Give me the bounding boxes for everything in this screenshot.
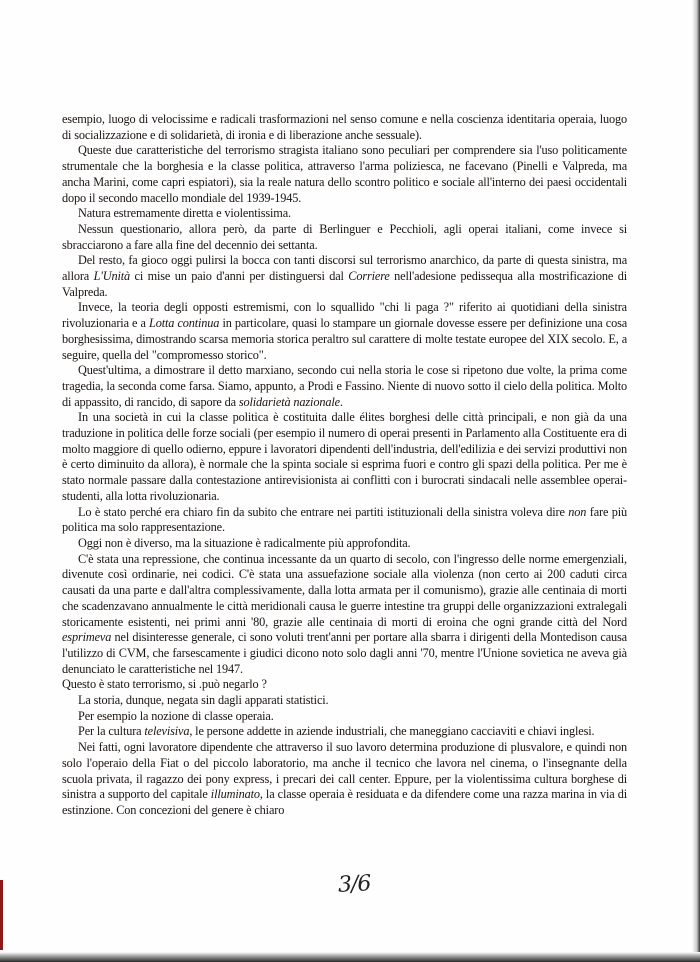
text-run: In una società in cui la classe politica è costituita dalle élites borghesi delle città principali, e non già da una traduzione in politica delle forze sociali (per esempio il numero di operai presenti in Parlamento alla Costituente era di molto maggiore di quello odierno, eppure i lavoratori dipendenti dell'industria, dell'edilizia e dei servizi produttivi non è certo diminuito da allora), è normale che la spinta sociale si esprima fuori e contro gli spazi della politica. Per me è stato normale passare dalla contestazione antirevisionista ai conflitti con i burocrati sindacali nelle assemblee operai-studenti, alla lotta rivoluzionaria. [62, 410, 627, 503]
paragraph [62, 206, 627, 222]
scan-bottom-shadow [0, 952, 700, 962]
handwritten-page-number: 3/6 [337, 871, 372, 898]
text-run: C'è stata una repressione, che continua incessante da un quarto di secolo, con l'ingresso delle norme emergenziali, divenute così ordinarie, nei codici. C'è stata una assuefazione sociale alla violenza (non certo ai 200 caduti circa causati da una parte e dall'altra complessivamente, dalla lotta armata per il comunismo), grazie alle centinaia di morti che scadenzavano annualmente le città meridionali causa le guerre intestine tra gruppi delle organizzazioni extralegali storicamente esistenti, nei primi anni '80, grazie alle centinaia di morti di eroina che ogni grande città del Nord [62, 551, 627, 629]
text-run: esempio, luogo di velocissime e radicali trasformazioni nel senso comune e nella coscienza identitaria operaia, luogo di socializzazione e di solidarietà, di ironia e di liberazione anche sessuale). [62, 112, 627, 142]
paragraph [62, 363, 627, 410]
paragraph [62, 410, 627, 504]
paragraph [62, 112, 627, 143]
paragraph [62, 300, 627, 363]
text-run: Oggi non è diverso, ma la situazione è radicalmente più approfondita. [78, 535, 411, 550]
paragraph [62, 693, 627, 709]
paragraph [62, 253, 627, 300]
text-run: Natura estremamente diretta e violentissima. [78, 206, 291, 221]
italic-text: solidarietà nazionale [238, 394, 340, 409]
italic-text: televisiva [144, 724, 190, 739]
italic-text: non [568, 504, 587, 519]
paragraph [62, 536, 627, 552]
body-text [62, 112, 627, 819]
italic-text: Lotta continua [149, 316, 220, 331]
italic-text: Corriere [348, 269, 390, 284]
scan-edge-shadow [692, 0, 700, 962]
paragraph [62, 552, 627, 678]
text-run: , le persone addette in aziende industriali, che maneggiano cacciaviti e chiavi inglesi. [189, 724, 595, 739]
paragraph [62, 222, 627, 253]
text-run: Nei fatti, ogni lavoratore dipendente che attraverso il suo lavoro determina produzione di plusvalore, e quindi non solo l'operaio della Fiat o del piccolo laboratorio, ma anche il tecnico che lavora nel cinema, o l'insegnante della scuola privata, il ragazzo dei pony express, i precari dei call center. Eppure, per la violentissima cultura borghese di sinistra a supporto del capitale [62, 740, 627, 802]
paragraph [62, 677, 627, 693]
text-run: La storia, dunque, negata sin dagli apparati statistici. [78, 693, 329, 708]
text-run: in particolare, quasi lo stampare un giornale dovesse essere per definizione una cosa borghesissima, dimostrando scarsa memoria storica peraltro sul carattere di molte testate europee del XIX secolo. E, a seguire, quella del "compromesso storico". [62, 316, 628, 362]
paragraph [62, 505, 627, 536]
text-run: , la classe operaia è residuata e da difendere come una razza marina in via di estinzione. Con concezioni del genere è chiaro [62, 787, 627, 817]
text-run: Questo è stato terrorismo, si .può negarlo ? [62, 677, 267, 692]
paragraph [62, 709, 627, 725]
text-run: Del resto, fa gioco oggi pulirsi la bocca con tanti discorsi sul terrorismo anarchico, da parte di questa sinistra, ma allora [62, 253, 627, 284]
text-run: Nessun questionario, allora però, da parte di Berlinguer e Pecchioli, agli operai italiani, come invece si sbracciarono a fare alla fine del decennio dei settanta. [62, 221, 627, 252]
italic-text: L'Unità [93, 269, 131, 284]
paragraph [62, 740, 627, 819]
text-run: Queste due caratteristiche del terrorismo stragista italiano sono peculiari per comprendere sia l'uso politicamente strumentale che la borghesia e la classe politica, attraverso l'arma poliziesca, ne facevano (Pinelli e Valpreda, ma ancha Marini, come capri espiatori), sia la reale natura dello scontro politico e sociale all'interno dei paesi occidentali dopo il secondo macello mondiale del 1939-1945. [62, 143, 627, 205]
text-run: Lo è stato perché era chiaro fin da subito che entrare nei partiti istituzionali della sinistra voleva dire [78, 504, 569, 519]
scan-edge-mark [0, 880, 3, 950]
text-run: ci mise un paio d'anni per distinguersi dal [130, 269, 349, 284]
text-run: Invece, la teoria degli opposti estremismi, con lo squallido "chi li paga ?" riferito ai quotidiani della sinistra rivoluzionaria e a [62, 300, 627, 331]
text-run: nel disinteresse generale, ci sono voluti trent'anni per portare alla sbarra i dirigenti della Montedison causa l'utilizzo di CVM, che farsescamente i giudici dicono noto solo dagli anni '70, mentre l'Unione sovietica ne aveva già denunciato le caratteristiche nel 1947. [62, 630, 627, 676]
text-run: nell'adesione pedissequa alla mostrificazione di Valpreda. [62, 269, 627, 299]
italic-text: esprimeva [62, 630, 112, 645]
paragraph [62, 143, 627, 206]
italic-text: illuminato [210, 787, 260, 802]
paragraph [62, 724, 627, 740]
text-run: Per esempio la nozione di classe operaia. [78, 708, 274, 723]
text-run: . [339, 394, 343, 409]
text-run: Per la cultura [78, 724, 145, 739]
text-run: Quest'ultima, a dimostrare il detto marxiano, secondo cui nella storia le cose si ripetono due volte, la prima come tragedia, la seconda come farsa. Siamo, appunto, a Prodi e Fassino. Niente di nuovo sotto il cielo della politica. Molto di appassito, di rancido, di sapore da [62, 363, 627, 409]
text-run: fare più politica ma solo rappresentazione. [62, 504, 627, 535]
